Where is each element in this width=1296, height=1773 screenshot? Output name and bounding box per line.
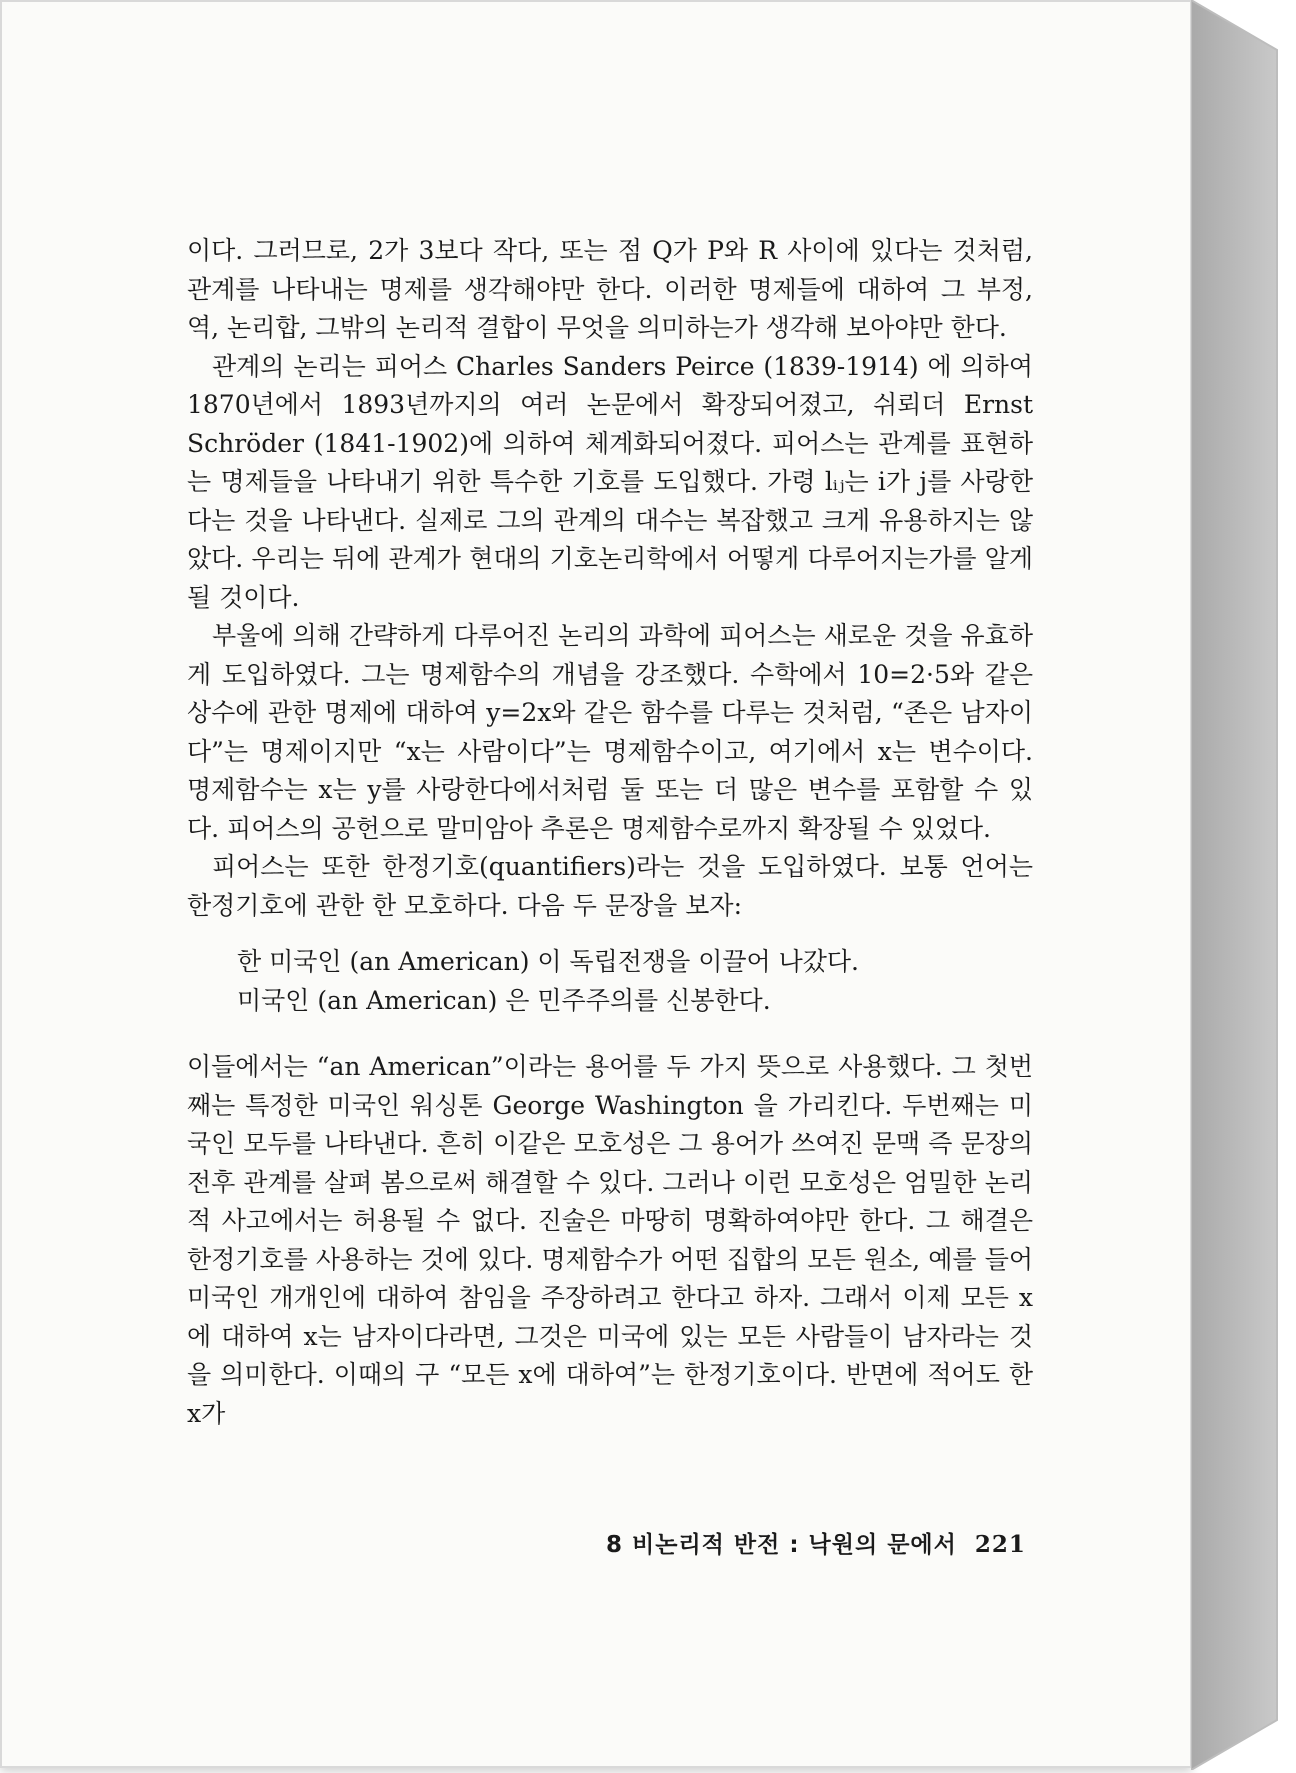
paragraph-2: 관계의 논리는 피어스 Charles Sanders Peirce (1839-1914) 에 의하여 1870년에서 1893년까지의 여러 논문에서 확장되어졌고, 쉬뢰더 Ernst Schröder (1841-1902)에 의하여 체계화되어졌다. 피어스는 관계를 표현하는 명제들을 나타내기 위한 특수한 기호를 도입했다. 가령 lᵢⱼ는 i가 j를 사랑한다는 것을 나타낸다. 실제로 그의 관계의 대수는 복잡했고 크게 유용하지는 않았다. 우리는 뒤에 관계가 현대의 기호논리학에서 어떻게 다루어지는가를 알게 될 것이다.	[187, 351, 1033, 612]
quote-line-2: 미국인 (an American) 은 민주주의를 신봉한다.	[237, 985, 771, 1015]
paragraph-1: 이다. 그러므로, 2가 3보다 작다, 또는 점 Q가 P와 R 사이에 있다는 것처럼, 관계를 나타내는 명제를 생각해야만 한다. 이러한 명제들에 대하여 그 부정, 역, 논리합, 그밖의 논리적 결합이 무엇을 의미하는가 생각해 보아야만 한다.	[187, 236, 1033, 342]
paragraph-4: 피어스는 또한 한정기호(quantifiers)라는 것을 도입하였다. 보통 언어는 한정기호에 관한 한 모호하다. 다음 두 문장을 보자:	[187, 852, 1033, 920]
book-spine-edge	[1191, 0, 1281, 1770]
chapter-title: 8 비논리적 반전 : 낙원의 문에서	[606, 1532, 957, 1558]
body-text	[187, 232, 1033, 1433]
quote-line-1: 한 미국인 (an American) 이 독립전쟁을 이끌어 나갔다.	[237, 947, 859, 976]
page-footer	[606, 1526, 1026, 1559]
page-number: 221	[974, 1531, 1026, 1558]
quote-block	[237, 943, 1033, 1020]
paragraph-5: 이들에서는 “an American”이라는 용어를 두 가지 뜻으로 사용했다. 그 첫번째는 특정한 미국인 워싱톤 George Washington 을 가리킨다. 두번째는 미국인 모두를 나타낸다. 흔히 이같은 모호성은 그 용어가 쓰여진 문맥 즉 문장의 전후 관계를 살펴 봄으로써 해결할 수 있다. 그러나 이런 모호성은 엄밀한 논리적 사고에서는 허용될 수 없다. 진술은 마땅히 명확하여야만 한다. 그 해결은 한정기호를 사용하는 것에 있다. 명제함수가 어떤 집합의 모든 원소, 예를 들어 미국인 개개인에 대하여 참임을 주장하려고 한다고 하자. 그래서 이제 모든 x에 대하여 x는 남자이다라면, 그것은 미국에 있는 모든 사람들이 남자라는 것을 의미한다. 이때의 구 “모든 x에 대하여”는 한정기호이다. 반면에 적어도 한 x가	[187, 1052, 1033, 1428]
paragraph-3: 부울에 의해 간략하게 다루어진 논리의 과학에 피어스는 새로운 것을 유효하게 도입하였다. 그는 명제함수의 개념을 강조했다. 수학에서 10=2·5와 같은 상수에 관한 명제에 대하여 y=2x와 같은 함수를 다루는 것처럼, “존은 남자이다”는 명제이지만 “x는 사람이다”는 명제함수이고, 여기에서 x는 변수이다. 명제함수는 x는 y를 사랑한다에서처럼 둘 또는 더 많은 변수를 포함할 수 있다. 피어스의 공헌으로 말미암아 추론은 명제함수로까지 확장될 수 있었다.	[187, 621, 1033, 843]
